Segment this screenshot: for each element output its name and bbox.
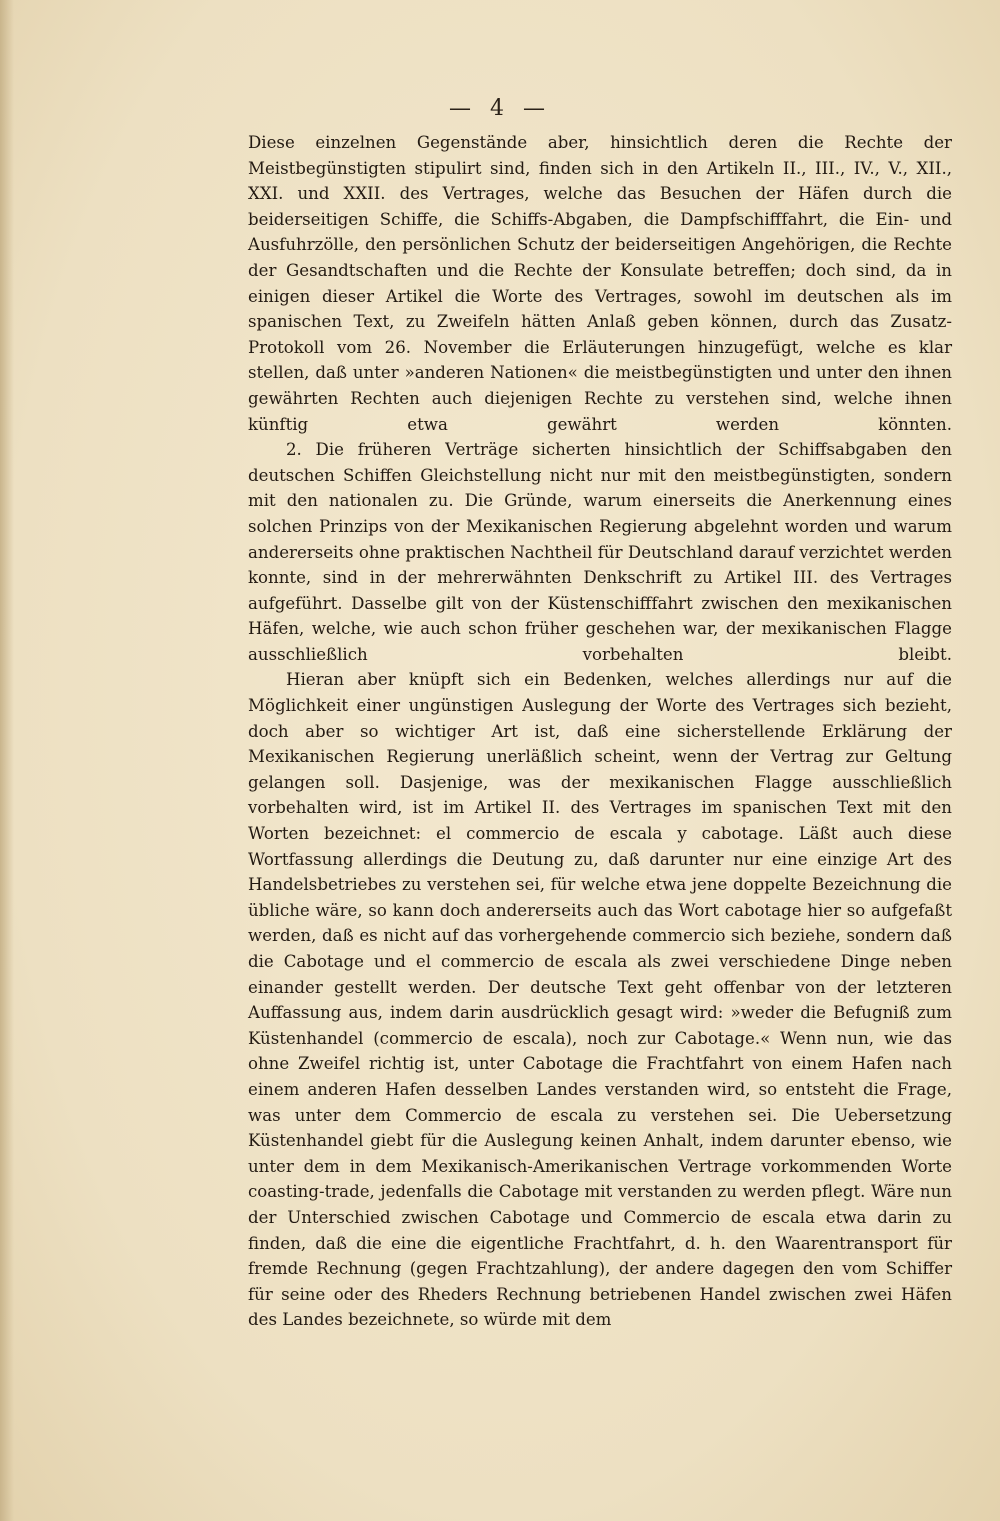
- body-text: [248, 130, 952, 1333]
- paragraph-1: Diese einzelnen Gegenstände aber, hinsichtlich deren die Rechte der Meistbegünstigten stipulirt sind, finden sich in den Artikeln II., III., IV., V., XII., XXI. und XXII. des Vertrages, welche das Besuchen der Häfen durch die beiderseitigen Schiffe, die Schiffs-Abgaben, die Dampfschifffahrt, die Ein- und Ausfuhrzölle, den persönlichen Schutz der beiderseitigen Angehörigen, die Rechte der Gesandtschaften und die Rechte der Konsulate betreffen; doch sind, da in einigen dieser Artikel die Worte des Vertrages, sowohl im deutschen als im spanischen Text, zu Zweifeln hätten Anlaß geben können, durch das Zusatz-Protokoll vom 26. November die Erläuterungen hinzugefügt, welche es klar stellen, daß unter »anderen Nationen« die meistbegünstigten und unter den ihnen gewährten Rechten auch diejenigen Rechte zu verstehen sind, welche ihnen künftig etwa gewährt werden könnten.: [248, 133, 952, 434]
- paragraph-3: Hieran aber knüpft sich ein Bedenken, welches allerdings nur auf die Möglichkeit einer ungünstigen Auslegung der Worte des Vertrages sich bezieht, doch aber so wichtiger Art ist, daß eine sicherstellende Erklärung der Mexikanischen Regierung unerläßlich scheint, wenn der Vertrag zur Geltung gelangen soll. Dasjenige, was der mexikanischen Flagge ausschließlich vorbehalten wird, ist im Artikel II. des Vertrages im spanischen Text mit den Worten bezeichnet: el commercio de escala y cabotage. Läßt auch diese Wortfassung allerdings die Deutung zu, daß darunter nur eine einzige Art des Handelsbetriebes zu verstehen sei, für welche etwa jene doppelte Bezeichnung die übliche wäre, so kann doch andererseits auch das Wort cabotage hier so aufgefaßt werden, daß es nicht auf das vorhergehende commercio sich beziehe, sondern daß die Cabotage und el commercio de escala als zwei verschiedene Dinge neben einander gestellt werden. Der deutsche Text geht offenbar von der letzteren Auffassung aus, indem darin ausdrücklich gesagt wird: »weder die Befugniß zum Küstenhandel (commercio de escala), noch zur Cabotage.« Wenn nun, wie das ohne Zweifel richtig ist, unter Cabotage die Frachtfahrt von einem Hafen nach einem anderen Hafen desselben Landes verstanden wird, so entsteht die Frage, was unter dem Commercio de escala zu verstehen sei. Die Uebersetzung Küstenhandel giebt für die Auslegung keinen Anhalt, indem darunter ebenso, wie unter dem in dem Mexikanisch-Amerikanischen Vertrage vorkommenden Worte coasting-trade, jedenfalls die Cabotage mit verstanden zu werden pflegt. Wäre nun der Unterschied zwischen Cabotage und Commercio de escala etwa darin zu finden, daß die eine die eigentliche Frachtfahrt, d. h. den Waarentransport für fremde Rechnung (gegen Frachtzahlung), der andere dagegen den vom Schiffer für seine oder des Rheders Rechnung betriebenen Handel zwischen zwei Häfen des Landes bezeichnete, so würde mit dem: [248, 670, 952, 1330]
- page-number: — 4 —: [449, 96, 551, 121]
- paragraph-2: 2. Die früheren Verträge sicherten hinsichtlich der Schiffsabgaben den deutschen Schiffen Gleichstellung nicht nur mit den meistbegünstigten, sondern mit den nationalen zu. Die Gründe, warum einerseits die Anerkennung eines solchen Prinzips von der Mexikanischen Regierung abgelehnt worden und warum andererseits ohne praktischen Nachtheil für Deutschland darauf verzichtet werden konnte, sind in der mehrerwähnten Denkschrift zu Artikel III. des Vertrages aufgeführt. Dasselbe gilt von der Küstenschifffahrt zwischen den mexikanischen Häfen, welche, wie auch schon früher geschehen war, der mexikanischen Flagge ausschließlich vorbehalten bleibt.: [248, 440, 952, 664]
- page-edge-shadow: [0, 0, 14, 1521]
